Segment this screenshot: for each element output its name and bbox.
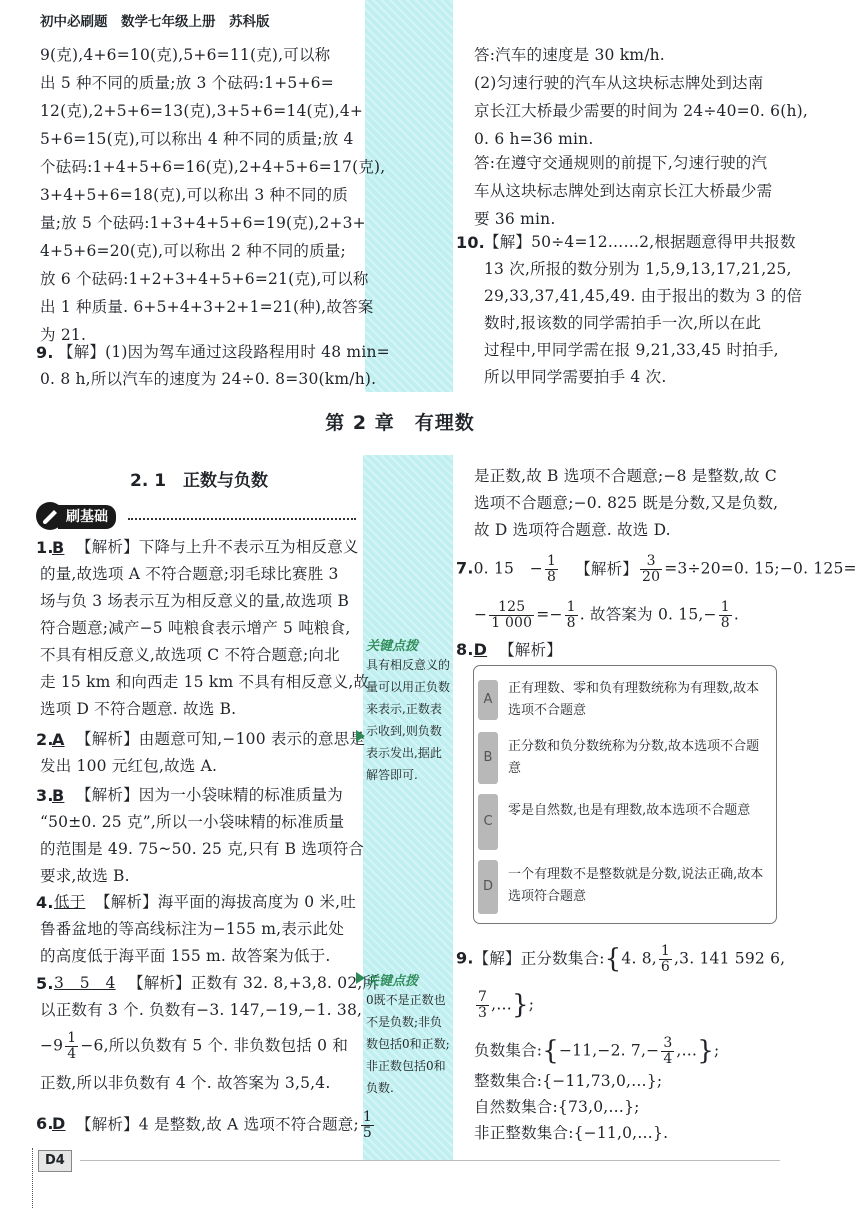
question-number: 7.	[456, 558, 474, 578]
question-number: 9.	[456, 948, 474, 968]
answer: D	[473, 640, 488, 659]
option-label: C	[478, 794, 498, 850]
numerator: 1	[720, 599, 730, 615]
numerator: 1	[660, 943, 671, 959]
text-line: 【解】50÷4=12……2,根据题意得甲共报数	[484, 233, 796, 251]
left-brace: {	[542, 1036, 559, 1066]
denominator: 20	[642, 569, 661, 585]
text-line: 符合题意;减产−5 吨粮食表示增产 5 吨粮食,	[40, 619, 351, 637]
text-fragment: ,…	[676, 1041, 698, 1060]
text-line: 【解析】由题意可知,−100 表示的意思是	[76, 730, 366, 748]
text-line: 4+5+6=20(克),可以称出 2 种不同的质量;	[40, 242, 346, 260]
text-line: 【解析】下降与上升不表示互为相反意义	[76, 538, 359, 556]
text-line: 选项 D 不符合题意. 故选 B.	[40, 700, 237, 718]
text-line: 过程中,甲同学需在报 9,21,33,45 时拍手,	[484, 341, 779, 359]
text-line: 数时,报该数的同学需拍手一次,所以在此	[484, 314, 762, 332]
text-line: −6,所以负数有 5 个. 非负数包括 0 和	[80, 1036, 349, 1055]
analysis-label: 【解析】	[499, 641, 562, 659]
fraction	[361, 1110, 374, 1141]
text-line: 0. 8 h,所以汽车的速度为 24÷0. 8=30(km/h).	[40, 370, 377, 388]
footer-dotted-frame	[22, 1148, 33, 1208]
q9-nonpositive: 非正整数集合:{−11,0,…}.	[474, 1124, 669, 1142]
analysis-label: 【解析】	[575, 559, 639, 578]
text-fragment: . 故答案为 0. 15,−	[579, 605, 717, 624]
fraction	[565, 600, 578, 631]
option-label: A	[478, 680, 498, 720]
tip-box-2	[366, 970, 450, 1099]
q7-line1	[456, 554, 857, 585]
option-text: 正有理数、零和负有理数统称为有理数,故本选项不合题意	[508, 681, 760, 718]
denominator: 8	[546, 569, 557, 585]
fraction	[545, 554, 558, 585]
text-line: 要 36 min.	[474, 210, 556, 228]
text-fragment: .	[733, 605, 739, 624]
badge-dotted-rule	[128, 518, 356, 520]
text-line: 量;放 5 个砝码:1+3+4+5+6=19(克),2+3+	[40, 214, 366, 232]
text-line: 所以甲同学需要拍手 4 次.	[484, 368, 667, 386]
denominator: 8	[566, 615, 576, 631]
q9-positive-fractions	[456, 944, 785, 975]
tip-arrow-icon	[356, 730, 365, 742]
numerator: 1	[67, 1030, 77, 1046]
text-line: 是正数,故 B 选项不合题意;−8 是整数,故 C	[474, 467, 777, 485]
tip-title: 关键点拨	[366, 639, 419, 654]
page-number: D4	[38, 1150, 72, 1172]
footer-rule	[80, 1160, 780, 1161]
question-number: 9.	[36, 343, 54, 362]
fraction	[489, 600, 534, 631]
denominator: 5	[362, 1125, 372, 1141]
answer: A	[52, 730, 65, 749]
question-number: 8.	[456, 640, 474, 659]
text-fragment: ,…	[491, 995, 512, 1014]
text-line: 选项不合题意;−0. 825 既是分数,又是负数,	[474, 494, 779, 512]
question-number: 10.	[456, 233, 485, 252]
text-line: 发出 100 元红包,故选 A.	[40, 757, 218, 775]
tip-arrow-icon	[356, 972, 365, 984]
left-brace: {	[604, 944, 622, 974]
text-line: 走 15 km 和向西走 15 km 不具有相反意义,故	[40, 673, 370, 691]
text-line: 答:汽车的速度是 30 km/h.	[474, 46, 665, 64]
answer: 0. 15 −	[473, 559, 543, 578]
q7-line2	[474, 600, 739, 631]
decorative-strip-top	[365, 0, 453, 392]
page-header: 初中必刷题 数学七年级上册 苏科版	[40, 14, 270, 30]
question-number: 6.	[36, 1114, 54, 1133]
text-line: 出 1 种质量. 6+5+4+3+2+1=21(种),故答案	[40, 298, 374, 316]
numerator: 125	[489, 600, 534, 616]
denominator: 4	[663, 1051, 673, 1067]
right-brace: }	[511, 990, 529, 1020]
set-label: 负数集合:	[474, 1041, 543, 1060]
question-number: 5.	[36, 974, 54, 993]
text-line: 【解】(1)因为驾车通过这段路程用时 48 min=	[58, 343, 390, 361]
text-line: 5+6=15(克),可以称出 4 种不同的质量;放 4	[40, 130, 354, 148]
text-line: 以正数有 3 个. 负数有−3. 147,−19,−1. 38,	[40, 1001, 363, 1019]
tip-text: 0既不是正数也不是负数;非负数包括0和正数;非正数包括0和负数.	[366, 993, 450, 1095]
numerator: 3	[640, 554, 662, 570]
text-fragment: 4. 8,	[621, 949, 657, 968]
text-line: 【解析】因为一小袋味精的标准质量为	[76, 786, 343, 804]
option-label: D	[478, 860, 498, 914]
badge-label: 刷基础	[58, 505, 116, 529]
text-line: 的量,故选项 A 不符合题意;羽毛球比赛胜 3	[40, 565, 339, 583]
text-line: 0. 6 h=36 min.	[474, 130, 594, 148]
fraction	[476, 990, 489, 1021]
text-line: 正数,所以非负数有 4 个. 故答案为 3,5,4.	[40, 1074, 331, 1092]
question-number: 3.	[36, 786, 54, 805]
text-line: 答:在遵守交通规则的前提下,匀速行驶的汽	[474, 154, 768, 172]
text-line: 【解析】海平面的海拔高度为 0 米,吐	[95, 893, 356, 911]
answer: D	[52, 1114, 66, 1133]
tip-text: 具有相反意义的量可以用正负数来表示,正数表示收到,则负数表示发出,据此解答即可.	[366, 658, 451, 782]
text-line: 放 6 个砝码:1+2+3+4+5+6=21(克),可以称	[40, 270, 369, 288]
text-fragment: =−	[536, 605, 563, 624]
question-number: 1.	[36, 538, 54, 557]
text-line: 3+4+5+6=18(克),可以称出 3 种不同的质	[40, 186, 349, 204]
denominator: 6	[660, 959, 671, 975]
tip-title: 关键点拨	[366, 974, 419, 989]
fraction	[659, 944, 672, 975]
denominator: 1 000	[491, 615, 533, 631]
text-line: (2)匀速行驶的汽车从这块标志牌处到达南	[474, 74, 764, 92]
q9-naturals: 自然数集合:{73,0,…};	[474, 1098, 640, 1116]
options-box	[473, 665, 777, 924]
q9-integers: 整数集合:{−11,73,0,…};	[474, 1072, 663, 1090]
text-line: 不具有相反意义,故选项 C 不符合题意;向北	[40, 646, 340, 664]
numerator: 3	[663, 1035, 673, 1051]
question-number: 4.	[36, 893, 54, 912]
text-line	[76, 1110, 376, 1141]
numerator: 1	[546, 553, 557, 569]
right-brace: }	[697, 1036, 714, 1066]
question-number: 2.	[36, 730, 54, 749]
fraction	[640, 554, 662, 585]
option-text: 一个有理数不是整数就是分数,说法正确,故本选项符合题意	[508, 867, 764, 904]
q9-negatives: 负数集合:{−11,−2. 7,− $\frac{3}{4}$ ,…};	[474, 1035, 720, 1067]
text-fragment: −11,−2. 7,−	[558, 1041, 660, 1060]
section-title: 2. 1 正数与负数	[130, 471, 269, 491]
text-line: 个砝码:1+4+5+6=16(克),2+4+5+6=17(克),	[40, 158, 386, 176]
option-text: 零是自然数,也是有理数,故本选项不合题意	[508, 803, 751, 818]
text-fragment: ,3. 141 592 6,	[674, 949, 786, 968]
text-line: “50±0. 25 克”,所以一小袋味精的标准质量	[40, 813, 345, 831]
q8-line	[456, 636, 562, 664]
numerator: 1	[566, 599, 576, 615]
answer: 3 5 4	[54, 974, 116, 992]
answer: B	[52, 538, 65, 557]
text-fragment: 【解析】4 是整数,故 A 选项不符合题意;	[76, 1115, 359, 1134]
option-text: 正分数和负分数统称为分数,故本选项不合题意	[508, 739, 760, 776]
denominator: 4	[67, 1046, 77, 1062]
denominator: 8	[720, 615, 730, 631]
text-line: 9(克),4+6=10(克),5+6=11(克),可以称	[40, 46, 331, 64]
text-line: 的范围是 49. 75~50. 25 克,只有 B 选项符合	[40, 840, 365, 858]
text-fragment: =3÷20=0. 15;−0. 125=	[664, 559, 857, 578]
option-label: B	[478, 732, 498, 784]
tip-box-1	[366, 635, 450, 786]
chapter-title: 第 2 章 有理数	[325, 412, 475, 434]
text-line: 车从这块标志牌处到达南京长江大桥最少需	[474, 182, 773, 200]
numerator: 7	[478, 989, 488, 1005]
text-line: 鲁番盆地的等高线标注为−155 m,表示此处	[40, 920, 345, 938]
set-label: 【解】正分数集合:	[473, 949, 605, 968]
text-line: 故 D 选项符合题意. 故选 D.	[474, 521, 671, 539]
mixed-number	[40, 1031, 348, 1062]
fraction	[719, 600, 732, 631]
text-line: 【解析】正数有 32. 8,+3,8. 02,所	[128, 974, 379, 992]
answer: 低于	[54, 893, 86, 911]
badge	[36, 502, 126, 532]
fraction	[661, 1036, 674, 1067]
numerator: 1	[362, 1109, 372, 1125]
text-line: 场与负 3 场表示互为相反意义的量,故选项 B	[40, 592, 350, 610]
text-line: 13 次,所报的数分别为 1,5,9,13,17,21,25,	[484, 260, 792, 278]
text-line: 出 5 种不同的质量;放 3 个砝码:1+5+6=	[40, 74, 334, 92]
q9-positive-fractions-cont: $\frac{7}{3}$ ,…};	[478, 989, 535, 1021]
text-line: 要求,故选 B.	[40, 867, 130, 885]
answer: B	[52, 786, 65, 805]
mixed-whole: −9	[40, 1036, 64, 1055]
text-line: 29,33,37,41,45,49. 由于报出的数为 3 的倍	[484, 287, 803, 305]
denominator: 3	[478, 1005, 488, 1021]
text-fragment: −	[474, 605, 488, 624]
text-line: 的高度低于海平面 155 m. 故答案为低于.	[40, 947, 331, 965]
text-line: 京长江大桥最少需要的时间为 24÷40=0. 6(h),	[474, 102, 809, 120]
text-line: 12(克),2+5+6=13(克),3+5+6=14(克),4+	[40, 102, 364, 120]
text-line: 为 21.	[40, 326, 87, 344]
fraction	[65, 1031, 78, 1062]
